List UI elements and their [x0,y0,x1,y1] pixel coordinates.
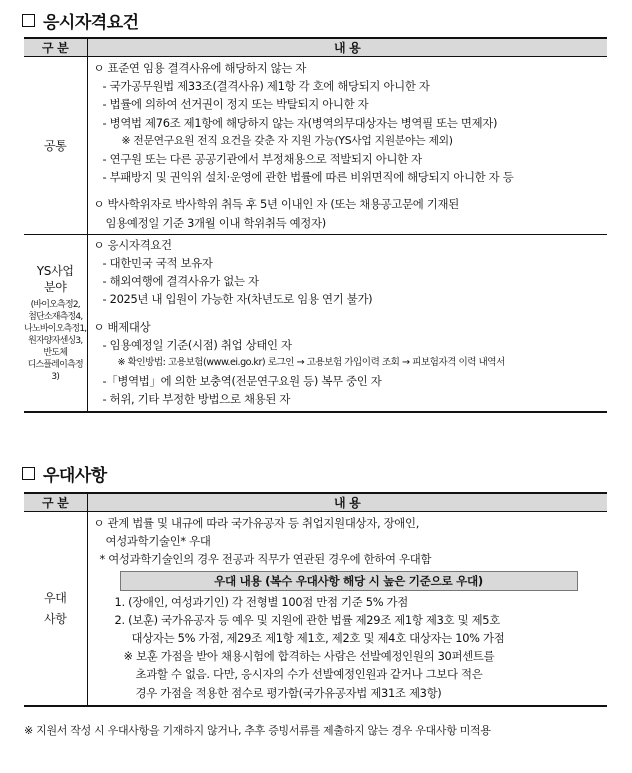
section-title-text: 응시자격요건 [43,13,139,33]
list-item: -「병역법」에 의한 보충역(전문연구요원 등) 복무 중인 자 [102,374,382,389]
category-ys [24,234,87,411]
list-item: ㅇ 배제대상 [93,319,151,334]
category-preference [24,512,87,706]
table-row-ys [24,234,607,411]
table-header-row [24,38,607,57]
list-item: - 국가공무원법 제33조(결격사유) 제1항 각 호에 해당되지 아니한 자 [102,79,430,94]
header-content: 내 용 [87,38,607,57]
list-item: - 대한민국 국적 보유자 [102,256,213,271]
list-item: ㅇ 응시자격요건 [93,237,172,252]
list-item: - 부패방지 및 권익위 설치·운영에 관한 법률에 따른 비위면직에 해당되지 아니한 자 등 [102,170,514,185]
category-ys-sub: 원자양자센싱3, [28,335,83,346]
list-item: ㅇ 관계 법률 및 내규에 따라 국가유공자 등 취업지원대상자, 장애인, [93,516,420,530]
list-item: - 임용예정일 기준(시점) 취업 상태인 자 [102,337,292,352]
category-preference-title2: 사항 [43,612,67,627]
checkbox-square-icon [22,467,35,480]
list-item: 여성과학기술인* 우대 [105,534,211,549]
note-item: ※ 전문연구요원 전직 요건을 갖춘 자 지원 가능(YS사업 지원분야는 제외) [121,133,453,147]
list-item: 대상자는 5% 가점, 제29조 제1항 제1호, 제2호 및 제4호 대상자는 10% 가점 [131,631,505,646]
list-item: ㅇ 표준연 임용 결격사유에 해당하지 않는 자 [93,61,307,75]
header-category: 구 분 [24,38,87,57]
section-title-eligibility [22,8,139,33]
note-item: 초과할 수 없음. 다만, 응시자의 수가 선발예정인원과 같거나 그보다 적은 [135,667,483,682]
section-title-text: 우대사항 [43,466,107,486]
eligibility-table [24,37,607,413]
category-ys-title: YS사업 [36,263,74,278]
content-preference [87,512,607,706]
table-header-row [24,493,607,512]
footnote: ※ 지원서 작성 시 우대사항을 기재하지 않거나, 추후 증빙서류를 제출하지 않는 경우 우대사항 미적용 [24,724,491,737]
preference-table [24,492,607,707]
content-common [87,57,607,235]
note-item: * 여성과학기술인의 경우 전공과 직무가 연관된 경우에 한하여 우대함 [99,552,432,567]
category-ys-title2: 분야 [43,279,67,294]
content-ys [87,234,607,411]
list-item: - 2025년 내 입원이 가능한 자(차년도로 임용 연기 불가) [102,292,373,307]
list-item: 2. (보훈) 국가유공자 등 예우 및 지원에 관한 법률 제29조 제1항 제3호 및 제5호 [114,612,500,627]
table-row-preference [24,512,607,706]
note-item: ※ 확인방법: 고용보험(www.ei.go.kr) 로그인 → 고용보험 가입이력 조회 → 피보험자격 이력 내역서 [117,357,505,369]
section-title-preference [22,461,107,486]
list-item: 1. (장애인, 여성과기인) 각 전형별 100점 만점 기준 5% 가점 [114,594,408,609]
preference-detail-header: 우대 내용 (복수 우대사항 해당 시 높은 기준으로 우대) [120,571,578,591]
list-item: - 허위, 기타 부정한 방법으로 채용된 자 [102,392,291,407]
list-item: ㅇ 박사학위자로 박사학위 취득 후 5년 이내인 자 (또는 채용공고문에 기재된 [93,197,459,212]
header-category: 구 분 [24,493,87,512]
note-item: 경우 가점을 적용한 점수로 평가함(국가유공자법 제31조 제3항) [135,685,442,700]
checkbox-square-icon [22,14,35,27]
table-row-common [24,57,607,235]
category-common: 공통 [24,57,87,235]
header-content: 내 용 [87,493,607,512]
list-item: - 병역법 제76조 제1항에 해당하지 않는 자(병역의무대상자는 병역필 또는 면제자) [102,115,498,130]
list-item: - 법률에 의하여 선거권이 정지 또는 박탈되지 아니한 자 [102,97,369,112]
category-ys-sub: 나노바이오측정1, [24,323,87,334]
note-item: ※ 보훈 가점을 받아 채용시험에 합격하는 사람은 선발예정인원의 30퍼센트를 [123,649,495,664]
list-item: - 해외여행에 결격사유가 없는 자 [102,274,259,289]
category-ys-sub: 첨단소재측정4, [28,311,83,322]
category-ys-sub: (바이오측정2, [30,299,80,310]
category-ys-sub: 디스플레이측정3) [27,359,83,382]
list-item: 임용예정일 기준 3개월 이내 학위취득 예정자) [105,215,326,230]
category-preference-title: 우대 [43,591,67,606]
category-ys-sub: 반도체 [43,347,68,358]
list-item: - 연구원 또는 다른 공공기관에서 부정채용으로 적발되지 아니한 자 [102,152,422,167]
